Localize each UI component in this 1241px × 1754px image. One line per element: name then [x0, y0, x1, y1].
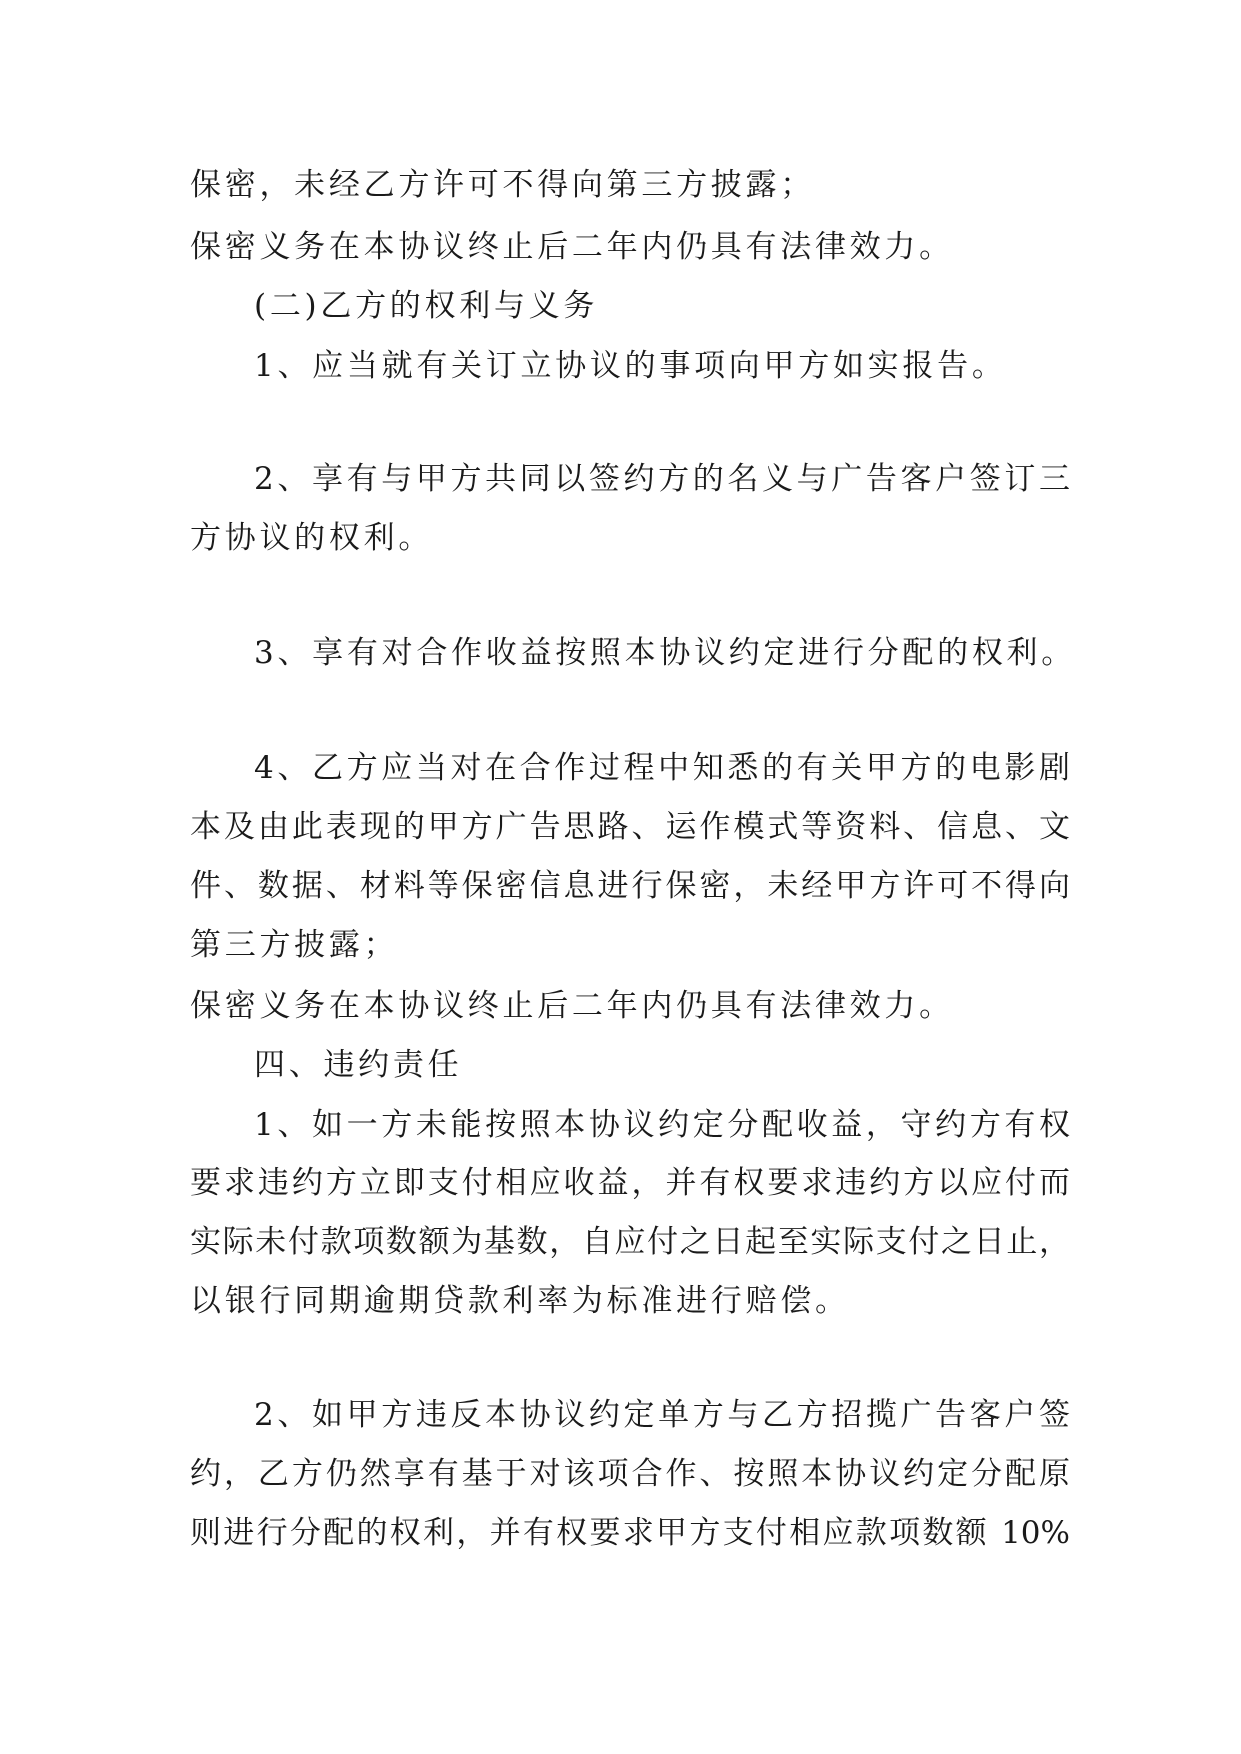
text-line-17: 以银行同期逾期贷款利率为标准进行赔偿。	[190, 1283, 850, 1319]
text-line-2: 保密义务在本协议终止后二年内仍具有法律效力。	[190, 229, 954, 265]
text-line-10: 件、数据、材料等保密信息进行保密，未经甲方许可不得向	[190, 868, 1070, 904]
section-heading-breach-liability: 四、违约责任	[254, 1047, 463, 1083]
text-line-6: 方协议的权利。	[190, 520, 434, 556]
text-line-14: 1、如一方未能按照本协议约定分配收益，守约方有权	[254, 1107, 1070, 1143]
text-line-11: 第三方披露；	[190, 927, 399, 963]
text-line-16: 实际未付款项数额为基数，自应付之日起至实际支付之日止，	[190, 1224, 1070, 1260]
text-line-18: 2、如甲方违反本协议约定单方与乙方招揽广告客户签	[254, 1397, 1070, 1433]
text-line-12: 保密义务在本协议终止后二年内仍具有法律效力。	[190, 988, 954, 1024]
text-line-8: 4、乙方应当对在合作过程中知悉的有关甲方的电影剧	[254, 750, 1070, 786]
text-line-1: 保密，未经乙方许可不得向第三方披露；	[190, 167, 815, 203]
section-heading-party-b-rights: (二)乙方的权利与义务	[254, 288, 599, 324]
text-line-5: 2、享有与甲方共同以签约方的名义与广告客户签订三	[254, 461, 1070, 497]
text-line-20: 则进行分配的权利，并有权要求甲方支付相应款项数额 10%	[190, 1515, 1070, 1551]
text-line-4: 1、应当就有关订立协议的事项向甲方如实报告。	[254, 348, 1007, 384]
text-line-15: 要求违约方立即支付相应收益，并有权要求违约方以应付而	[190, 1165, 1070, 1201]
text-line-7: 3、享有对合作收益按照本协议约定进行分配的权利。	[254, 635, 1077, 671]
text-line-19: 约，乙方仍然享有基于对该项合作、按照本协议约定分配原	[190, 1456, 1070, 1492]
text-line-9: 本及由此表现的甲方广告思路、运作模式等资料、信息、文	[190, 809, 1070, 845]
